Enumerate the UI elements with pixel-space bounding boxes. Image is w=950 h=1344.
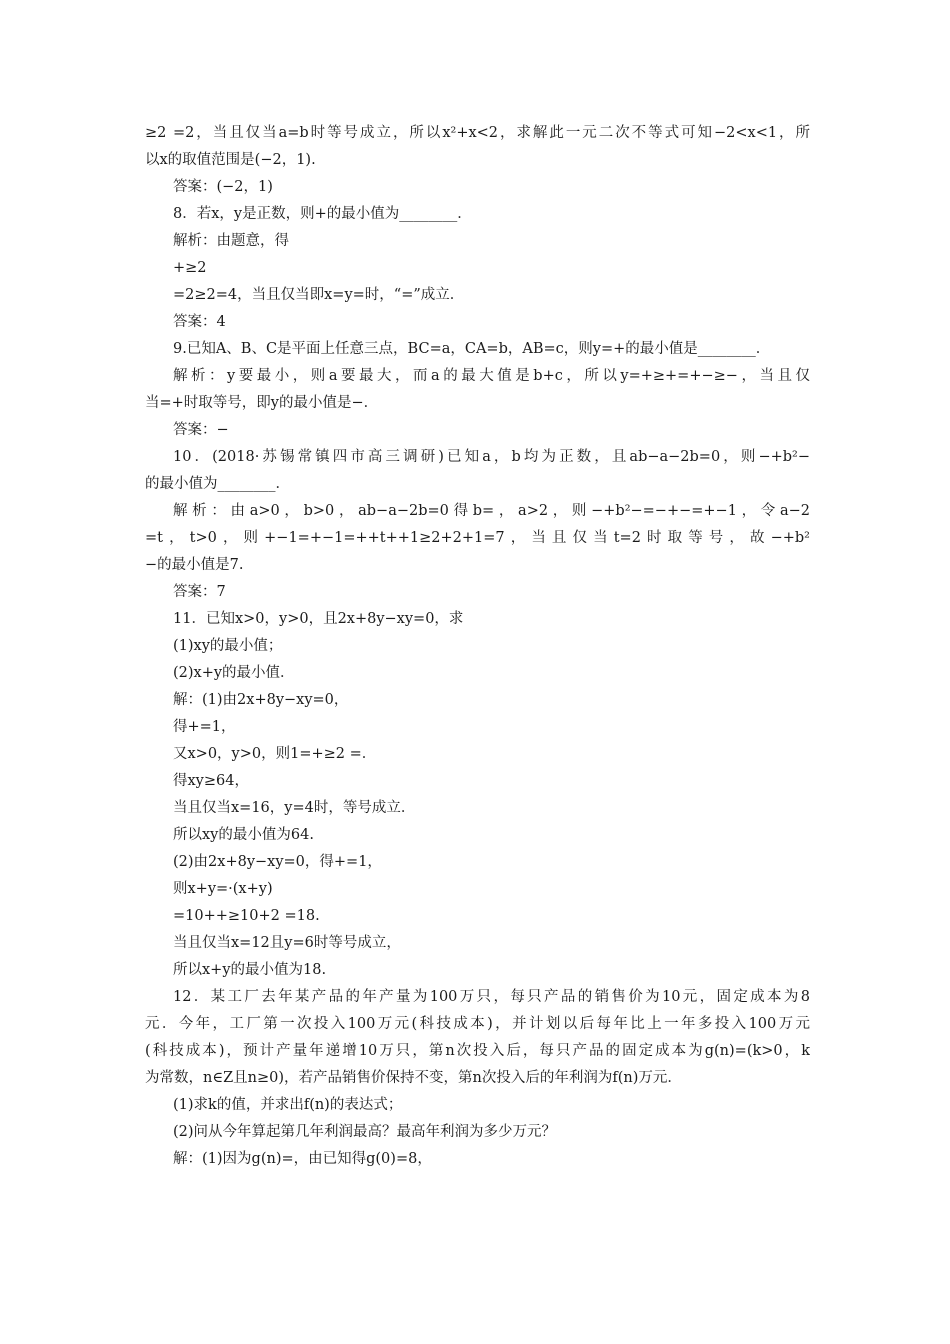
text-line: 解析：由题意，得	[173, 233, 289, 249]
text-line: 所以x+y的最小值为18.	[173, 962, 327, 978]
document-page	[145, 120, 810, 1173]
text-line: =2≥2=4，当且仅当即x=y=时，“=”成立．	[173, 287, 465, 303]
text-line: 当=+时取等号，即y的最小值是−．	[145, 395, 379, 411]
text-line: 当且仅当x=16，y=4时，等号成立．	[173, 800, 416, 816]
text-line: 为常数，n∈Z且n≥0)，若产品销售价保持不变，第n次投入后的年利润为f(n)万元．	[145, 1070, 682, 1086]
text-line: (1)求k的值，并求出f(n)的表达式；	[173, 1097, 403, 1113]
text-line: 得xy≥64，	[173, 773, 249, 789]
text-line: ≥2 =2，当且仅当a=b时等号成立，所以x²+x<2，求解此一元二次不等式可知−2<x<1，所	[145, 125, 810, 141]
text-line: 答案：7	[173, 584, 226, 600]
text-line: −的最小值是7.	[145, 557, 244, 573]
text-line: 答案：(−2，1)	[173, 179, 273, 195]
text-line: 10．(2018·苏锡常镇四市高三调研)已知a，b均为正数，且ab−a−2b=0，则−+b²−	[173, 449, 810, 465]
text-line: 以x的取值范围是(−2，1).	[145, 152, 316, 168]
text-line: 得+=1，	[173, 719, 236, 735]
text-line: 元．今年，工厂第一次投入100万元(科技成本)，并计划以后每年比上一年多投入100万元	[145, 1016, 810, 1032]
text-line: (2)问从今年算起第几年利润最高？最高年利润为多少万元？	[173, 1124, 557, 1140]
text-line: 8．若x，y是正数，则+的最小值为________．	[173, 206, 472, 222]
text-line: 当且仅当x=12且y=6时等号成立，	[173, 935, 401, 951]
text-line: +≥2	[173, 260, 207, 276]
text-line: =10++≥10+2 =18.	[173, 908, 320, 924]
text-line: 11．已知x>0，y>0，且2x+8y−xy=0，求	[173, 611, 464, 627]
text-line: 9.已知A、B、C是平面上任意三点，BC=a，CA=b，AB=c，则y=+的最小值是________．	[173, 341, 771, 357]
text-line: 解：(1)因为g(n)=，由已知得g(0)=8，	[173, 1151, 432, 1167]
text-line: 所以xy的最小值为64.	[173, 827, 314, 843]
text-line: 又x>0，y>0，则1=+≥2 =．	[173, 746, 377, 762]
text-line: 答案：−	[173, 422, 229, 438]
text-line: 解析：由a>0，b>0，ab−a−2b=0得b=，a>2，则−+b²−=−+−=+−1，令a−2	[173, 503, 810, 519]
text-line: 则x+y=·(x+y)	[173, 881, 273, 897]
text-line: (科技成本)，预计产量年递增10万只，第n次投入后，每只产品的固定成本为g(n)=(k>0，k	[145, 1043, 810, 1059]
text-line: =t，t>0，则+−1=+−1=++t++1≥2+2+1=7，当且仅当t=2时取等号，故−+b²	[145, 530, 810, 546]
text-line: (2)由2x+8y−xy=0，得+=1，	[173, 854, 382, 870]
text-line: (1)xy的最小值；	[173, 638, 283, 654]
text-line: 答案：4	[173, 314, 226, 330]
text-line: (2)x+y的最小值．	[173, 665, 295, 681]
text-line: 的最小值为________．	[145, 476, 290, 492]
text-line: 解：(1)由2x+8y−xy=0，	[173, 692, 349, 708]
text-line: 解析：y要最小，则a要最大，而a的最大值是b+c，所以y=+≥+=+−≥−，当且仅	[173, 368, 810, 384]
text-line: 12．某工厂去年某产品的年产量为100万只，每只产品的销售价为10元，固定成本为8	[173, 989, 810, 1005]
